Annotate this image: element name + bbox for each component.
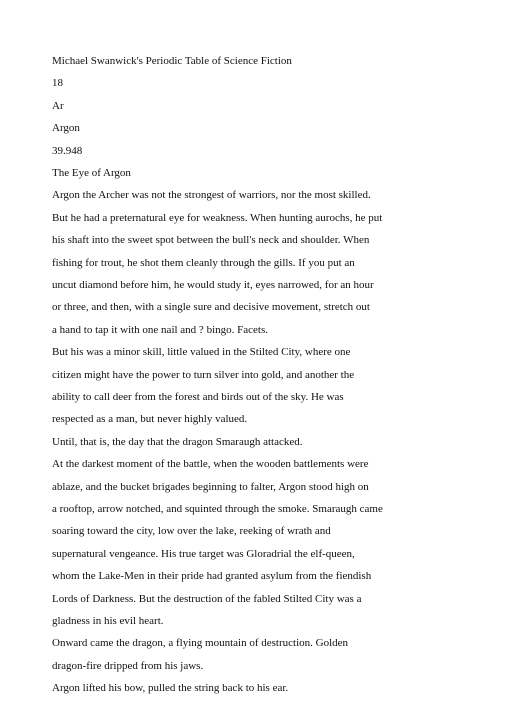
body-text-line: his shaft into the sweet spot between the bull's neck and shoulder. When <box>52 234 370 247</box>
body-text-line: Onward came the dragon, a flying mountain of destruction. Golden <box>52 637 349 650</box>
body-text-line: respected as a man, but never highly valued. <box>52 413 248 426</box>
atomic-number: 18 <box>52 77 63 90</box>
body-text-line: Until, that is, the day that the dragon Smaraugh attacked. <box>52 435 303 448</box>
atomic-weight: 39.948 <box>52 144 83 157</box>
body-text-line: Lords of Darkness. But the destruction of the fabled Stilted City was a <box>52 592 362 605</box>
body-text-line: or three, and then, with a single sure and decisive movement, stretch out <box>52 301 370 314</box>
body-text-line: ability to call deer from the forest and birds out of the sky. He was <box>52 391 344 403</box>
element-symbol: Ar <box>52 99 64 112</box>
body-text-line: gladness in his evil heart. <box>52 615 164 627</box>
body-text-line: whom the Lake-Men in their pride had granted asylum from the fiendish <box>52 570 372 583</box>
body-text-line: uncut diamond before him, he would study it, eyes narrowed, for an hour <box>52 279 374 291</box>
body-text-line: But his was a minor skill, little valued in the Stilted City, where one <box>52 346 351 359</box>
story-title: The Eye of Argon <box>52 167 131 179</box>
body-text-line: a rooftop, arrow notched, and squinted through the smoke. Smaraugh came <box>52 503 383 515</box>
element-name: Argon <box>52 122 80 135</box>
running-header: Michael Swanwick's Periodic Table of Science Fiction <box>52 55 292 67</box>
body-text-line: fishing for trout, he shot them cleanly through the gills. If you put an <box>52 256 355 269</box>
body-text-line: dragon-fire dripped from his jaws. <box>52 659 204 672</box>
body-text-line: soaring toward the city, low over the lake, reeking of wrath and <box>52 525 331 538</box>
body-text-line: a hand to tap it with one nail and ? bingo. Facets. <box>52 323 268 336</box>
body-text-line: ablaze, and the bucket brigades beginning to falter, Argon stood high on <box>52 480 369 493</box>
body-text-line: supernatural vengeance. His true target was Gloradrial the elf-queen, <box>52 547 355 560</box>
body-text-line: At the darkest moment of the battle, when the wooden battlements were <box>52 458 369 471</box>
body-text-line: Argon lifted his bow, pulled the string back to his ear. <box>52 682 289 695</box>
body-text-line: But he had a preternatural eye for weakness. When hunting aurochs, he put <box>52 211 383 224</box>
body-text-line: Argon the Archer was not the strongest of warriors, nor the most skilled. <box>52 189 371 202</box>
body-text-line: citizen might have the power to turn silver into gold, and another the <box>52 368 355 381</box>
